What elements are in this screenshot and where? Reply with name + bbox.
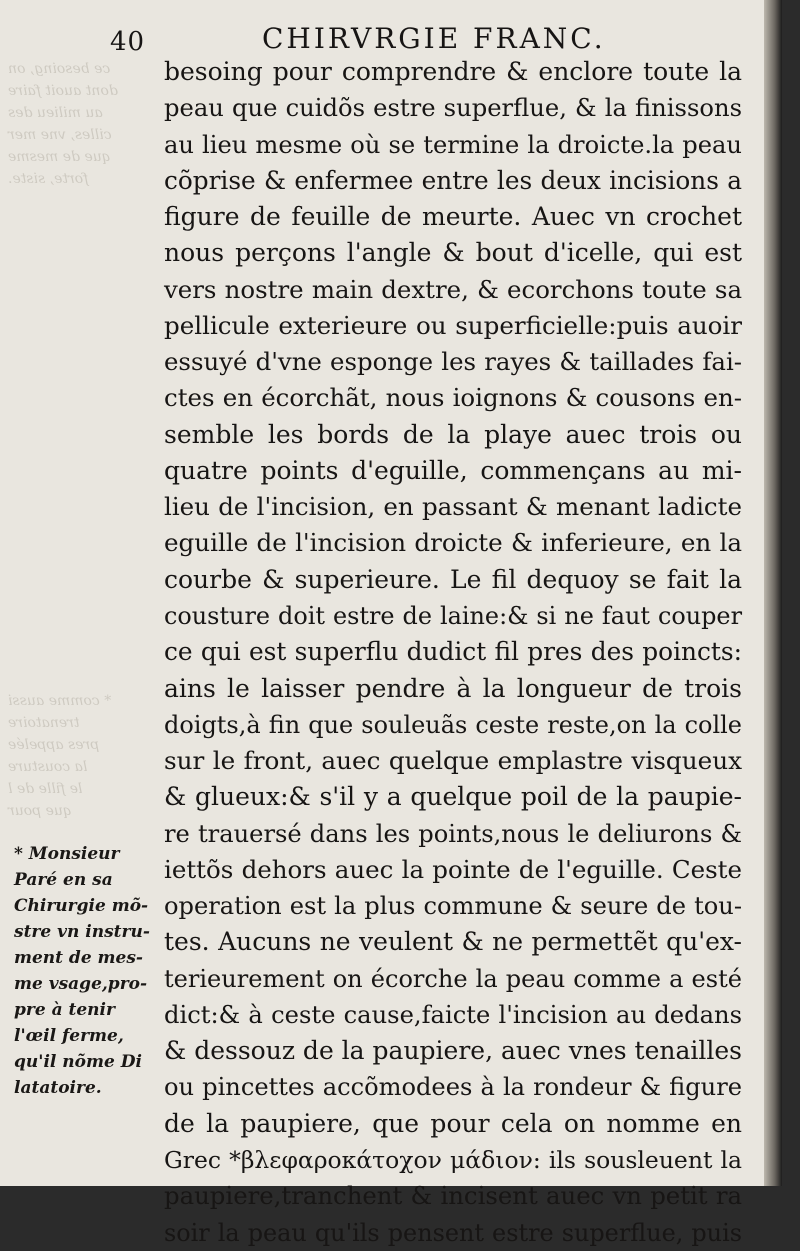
text-line: de la paupiere, que pour cela on nomme en bbox=[164, 1108, 742, 1138]
text-line: tes. Aucuns ne veulent & ne permettẽt qu'ex- bbox=[164, 927, 742, 957]
text-line: courbe & superieure. Le fil dequoy se fait la bbox=[164, 564, 742, 594]
text-line: nous perçons l'angle & bout d'icelle, qui est bbox=[164, 238, 742, 268]
page-number: 40 bbox=[110, 27, 146, 57]
text-line: vers nostre main dextre, & ecorchons toute sa bbox=[164, 274, 742, 304]
text-line: sur le front, auec quelque emplastre visqueux bbox=[164, 746, 742, 776]
text-line: Grec *βλεφαροκάτοχον μάδιον: ils sousleuent la bbox=[164, 1145, 742, 1174]
text-line: semble les bords de la playe auec trois ou bbox=[164, 419, 742, 449]
text-line: lieu de l'incision, en passant & menant ladicte bbox=[164, 492, 742, 522]
text-line: quatre points d'eguille, commençans au mi- bbox=[164, 455, 742, 485]
note-line: pre à tenir bbox=[14, 1000, 115, 1020]
show-through-text-bottom: * comme aussi trenatoire pres appelée la cousture le fille de l que pour bbox=[8, 693, 112, 819]
running-title: CHIRVRGIE FRANC. bbox=[262, 22, 606, 55]
text-line: & dessouz de la paupiere, auec vnes tenailles bbox=[164, 1036, 742, 1066]
text-line: besoing pour comprendre & enclore toute la bbox=[164, 57, 742, 86]
note-line: stre vn instru- bbox=[14, 922, 150, 942]
text-line: figure de feuille de meurte. Auec vn crochet bbox=[164, 202, 742, 232]
text-line: essuyé d'vne esponge les rayes & taillades fai- bbox=[164, 347, 742, 377]
text-line: ctes en écorchãt, nous ioignons & cousons en- bbox=[164, 383, 742, 413]
text-line: ains le laisser pendre à la longueur de trois bbox=[164, 673, 742, 703]
body-text bbox=[164, 54, 742, 1251]
text-line: peau que cuidõs estre superflue, & la finissons bbox=[164, 94, 742, 123]
text-line: terieurement on écorche la peau comme a esté bbox=[164, 964, 742, 993]
note-line: qu'il nõme Di bbox=[14, 1052, 142, 1072]
text-line: ce qui est superflu dudict fil pres des poincts: bbox=[164, 637, 742, 667]
note-line: * Monsieur bbox=[14, 844, 120, 864]
text-line: ou pincettes accõmodees à la rondeur & figure bbox=[164, 1073, 742, 1102]
text-line: & glueux:& s'il y a quelque poil de la paupie- bbox=[164, 782, 742, 812]
text-line: iettõs dehors auec la pointe de l'eguille. Ceste bbox=[164, 854, 742, 884]
show-through-text-top: ce besoing, on dont auoit faire au milieu des cilles, vne mer que de mesme forte, siste. bbox=[8, 61, 118, 187]
note-line: Chirurgie mõ- bbox=[14, 896, 149, 916]
note-line: me vsage,pro- bbox=[14, 974, 148, 994]
text-line: eguille de l'incision droicte & inferieure, en la bbox=[164, 528, 742, 558]
note-line: Paré en sa bbox=[14, 870, 113, 890]
text-line: au lieu mesme où se termine la droicte.la peau bbox=[164, 130, 742, 159]
note-line: ment de mes- bbox=[14, 948, 143, 968]
text-line: re trauersé dans les points,nous le deliurons & bbox=[164, 819, 742, 848]
text-line: operation est la plus commune & seure de tou- bbox=[164, 892, 742, 921]
text-line: cõprise & enfermee entre les deux incisions a bbox=[164, 165, 742, 195]
note-line: latatoire. bbox=[14, 1078, 102, 1098]
text-line: soir la peau qu'ils pensent estre superflue, puis bbox=[164, 1218, 742, 1247]
page-edge bbox=[764, 0, 782, 1186]
text-line: pellicule exterieure ou superficielle:puis auoir bbox=[164, 310, 742, 340]
text-line: cousture doit estre de laine:& si ne faut couper bbox=[164, 601, 742, 630]
marginal-note bbox=[14, 841, 156, 1101]
text-line: dict:& à ceste cause,faicte l'incision au dedans bbox=[164, 1000, 742, 1029]
text-line: doigts,à fin que souleuãs ceste reste,on la colle bbox=[164, 710, 742, 739]
text-line: paupiere,tranchent & incisent auec vn petit ra bbox=[164, 1181, 742, 1211]
note-line: l'œil ferme, bbox=[14, 1026, 124, 1046]
